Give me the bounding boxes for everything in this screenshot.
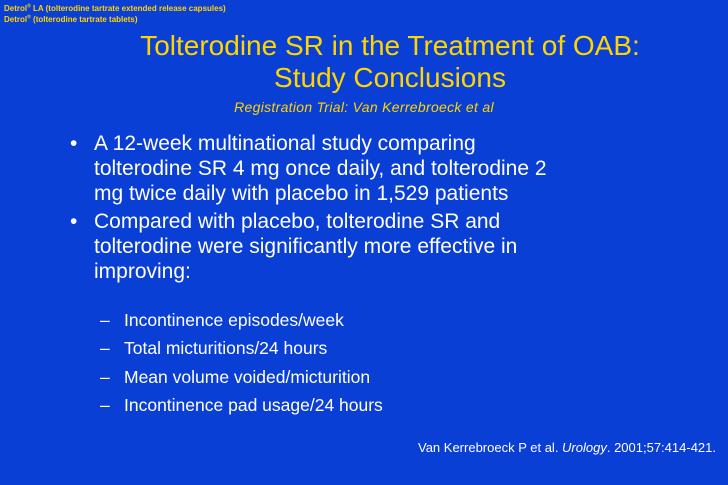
brand-name: Detrol	[4, 15, 28, 24]
brand-name: Detrol	[4, 4, 28, 13]
sub-bullet-text: Mean volume voided/micturition	[124, 366, 371, 387]
bullet-line: mg twice daily with placebo in 1,529 patients	[94, 182, 509, 205]
bullet-line: improving:	[94, 260, 191, 283]
bullet-list	[70, 131, 720, 287]
sub-bullet-text: Incontinence episodes/week	[124, 310, 344, 330]
bullet-line: tolterodine were significantly more effective in	[94, 235, 518, 258]
sub-bullet-marker: –	[100, 394, 110, 415]
citation	[418, 440, 716, 455]
header-note-text: LA (tolterodine tartrate extended release capsules)	[30, 4, 226, 13]
sub-bullet-list	[100, 306, 383, 419]
registered-mark: ®	[27, 3, 31, 10]
sub-bullet-item	[100, 363, 383, 391]
bullet-marker: •	[70, 132, 78, 155]
citation-details: . 2001;57:414-421.	[606, 440, 716, 455]
header-note-line-1	[4, 3, 226, 14]
sub-bullet-text: Total micturitions/24 hours	[124, 338, 328, 359]
sub-bullet-item	[100, 334, 383, 362]
bullet-line: Compared with placebo, tolterodine SR and	[94, 210, 501, 233]
bullet-marker: •	[70, 210, 78, 233]
header-note-line-2	[4, 14, 226, 25]
header-note-text: (tolterodine tartrate tablets)	[30, 15, 138, 24]
header-notes	[4, 3, 226, 25]
sub-bullet-item	[100, 306, 383, 334]
registered-mark: ®	[27, 14, 31, 21]
slide-subtitle: Registration Trial: Van Kerrebroeck et al	[234, 99, 494, 115]
slide-title-line-1: Tolterodine SR in the Treatment of OAB:	[140, 30, 640, 61]
citation-authors: Van Kerrebroeck P et al.	[418, 440, 563, 455]
bullet-line: A 12-week multinational study comparing	[94, 132, 476, 155]
slide-title-line-2: Study Conclusions	[274, 62, 506, 93]
sub-bullet-marker: –	[100, 310, 110, 330]
sub-bullet-item	[100, 391, 383, 419]
sub-bullet-marker: –	[100, 366, 110, 387]
sub-bullet-text: Incontinence pad usage/24 hours	[124, 394, 383, 415]
bullet-line: tolterodine SR 4 mg once daily, and tolterodine 2	[94, 157, 547, 180]
sub-bullet-marker: –	[100, 338, 110, 359]
citation-journal: Urology	[562, 440, 607, 455]
bullet-item	[70, 131, 720, 206]
bullet-item	[70, 209, 720, 284]
slide-title	[40, 30, 728, 94]
